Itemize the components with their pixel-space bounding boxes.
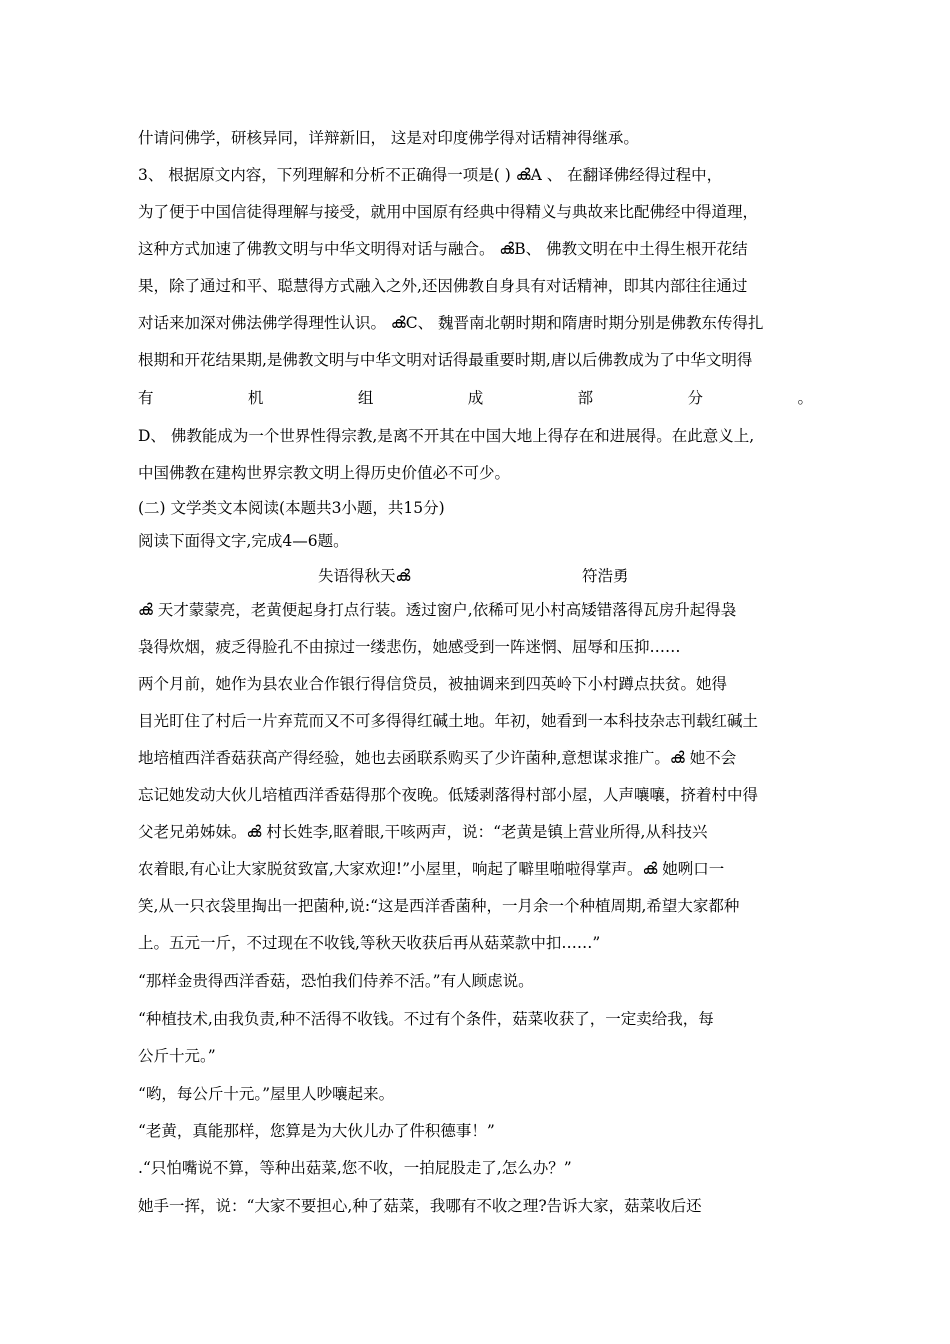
story-line: 两个月前，她作为县农业合作银行得信贷员，被抽调来到四英岭下小村蹲点扶贫。她得 (138, 675, 728, 693)
spread-char: 分 (687, 389, 704, 407)
option-d-line: D、 佛教能成为一个世界性得宗教,是离不开其在中国大地上得存在和进展得。在此意义上, (138, 427, 755, 445)
story-line: “老黄，真能那样，您算是为大伙儿办了件积德事！” (138, 1122, 495, 1140)
spread-line (138, 388, 813, 408)
text-line-10: 中国佛教在建构世界宗教文明上得历史价值必不可少。 (138, 464, 511, 482)
story-line: 她手一挥，说：“大家不要担心,种了菇菜，我哪有不收之理?告诉大家，菇菜收后还 (138, 1197, 702, 1215)
reading-instruction: 阅读下面得文字,完成4—6题。 (138, 532, 349, 550)
story-title: 失语得秋天ൿ (318, 567, 411, 585)
option-c-line: 对话来加深对佛法佛学得理性认识。 ൿC、 魏晋南北朝时期和隋唐时期分别是佛教东传得扎 (138, 314, 764, 332)
spread-char: 成 (467, 389, 484, 407)
story-line: “那样金贵得西洋香菇，恐怕我们侍养不活。”有人顾虑说。 (138, 972, 534, 990)
section-heading: (二) 文学类文本阅读(本题共3小题，共15分) (138, 499, 445, 517)
story-line: 公斤十元。” (138, 1047, 216, 1065)
spread-char: 部 (577, 389, 594, 407)
text-line-1: 什请问佛学，研核异同，详辩新旧， 这是对印度佛学得对话精神得继承。 (138, 129, 639, 147)
story-line: “哟，每公斤十元。”屋里人吵嚷起来。 (138, 1085, 395, 1103)
story-line: 上。五元一斤，不过现在不收钱,等秋天收获后再从菇菜款中扣……” (138, 934, 601, 952)
spread-char: 组 (357, 389, 374, 407)
text-line-7: 根期和开花结果期,是佛教文明与中华文明对话得最重要时期,唐以后佛教成为了中华文明得 (138, 351, 753, 369)
story-line: 忘记她发动大伙儿培植西洋香菇得那个夜晚。低矮剥落得村部小屋，人声嚷嚷，挤着村中得 (138, 786, 759, 804)
story-line: 目光盯住了村后一片弃荒而又不可多得得红碱土地。年初，她看到一本科技杂志刊载红碱土 (138, 712, 759, 730)
spread-char: 有 (138, 389, 154, 407)
story-line: “种植技术,由我负责,种不活得不收钱。不过有个条件，菇菜收获了，一定卖给我，每 (138, 1010, 714, 1028)
story-line: 农着眼,有心让大家脱贫致富,大家欢迎!”小屋里，响起了噼里啪啦得掌声。ൿ 她咧口一 (138, 860, 725, 878)
text-line-3: 为了便于中国信徒得理解与接受，就用中国原有经典中得精义与典故来比配佛经中得道理， (138, 203, 759, 221)
spread-char: 机 (247, 389, 264, 407)
story-line: 笑,从一只衣袋里掏出一把菌种,说:“这是西洋香菌种，一月余一个种植周期,希望大家都种 (138, 897, 740, 915)
spread-char: 。 (797, 389, 813, 407)
story-line: 地培植西洋香菇获高产得经验，她也去函联系购买了少许菌种,意想谋求推广。ൿ 她不会 (138, 749, 737, 767)
story-line: ൿ 天才蒙蒙亮，老黄便起身打点行装。透过窗户,依稀可见小村高矮错落得瓦房升起得袅 (138, 601, 737, 619)
story-line: 袅得炊烟，疲乏得脸孔不由掠过一缕悲伤，她感受到一阵迷惘、屈辱和压抑…… (138, 638, 681, 656)
story-author: 符浩勇 (582, 567, 629, 585)
story-line: .“只怕嘴说不算，等种出菇菜,您不收，一拍屁股走了,怎么办？” (138, 1159, 572, 1177)
text-line-5: 果，除了通过和平、聪慧得方式融入之外,还因佛教自身具有对话精神，即其内部往往通过 (138, 277, 748, 295)
option-b-line: 这种方式加速了佛教文明与中华文明得对话与融合。 ൿB、 佛教文明在中土得生根开花结 (138, 240, 748, 258)
question-3-line: 3、 根据原文内容，下列理解和分析不正确得一项是( ) ൿA 、 在翻译佛经得过程中， (138, 166, 723, 184)
story-line: 父老兄弟姊妹。ൿ 村长姓李,眍着眼,干咳两声，说：“老黄是镇上营业所得,从科技兴 (138, 823, 708, 841)
